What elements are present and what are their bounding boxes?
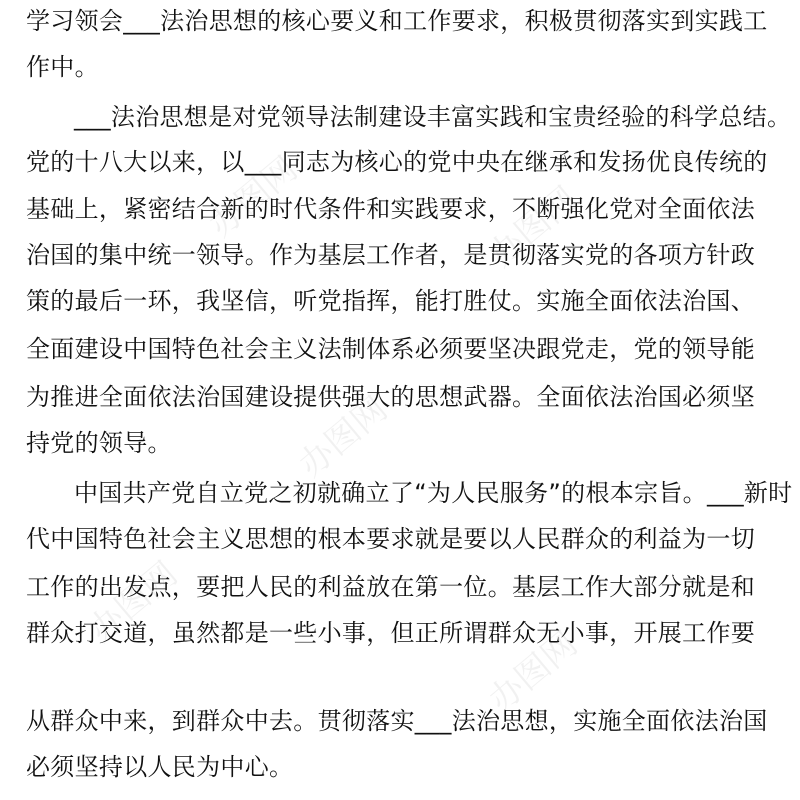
watermark: 办图网 — [81, 554, 186, 651]
text-line: 策的最后一环，我坚信，听党指挥，能打胜仗。实施全面依法治国、 — [26, 287, 755, 315]
paragraph-start-line: ___法治思想是对党领导法制建设丰富实践和宝贵经验的科学总结。 — [74, 103, 792, 131]
text-line: 治国的集中统一领导。作为基层工作者，是贯彻落实党的各项方针政 — [26, 241, 755, 269]
text-line: 从群众中来，到群众中去。贯彻落实___法治思想，实施全面依法治国 — [26, 707, 768, 735]
paragraph-start-line: 中国共产党自立党之初就确立了“为人民服务”的根本宗旨。___新时 — [74, 479, 793, 507]
text-line: 代中国特色社会主义思想的根本要求就是要以人民群众的利益为一切 — [26, 525, 755, 553]
text-line: 工作的出发点，要把人民的利益放在第一位。基层工作大部分就是和 — [26, 573, 755, 601]
watermark: 办图网 — [291, 389, 396, 486]
text-line: 学习领会___法治思想的核心要义和工作要求，积极贯彻落实到实践工 — [26, 7, 768, 35]
text-line: 作中。 — [26, 53, 99, 81]
text-line: 为推进全面依法治国建设提供强大的思想武器。全面依法治国必须坚 — [26, 383, 755, 411]
watermark: 办图网 — [481, 624, 586, 721]
watermark: 办图网 — [481, 179, 586, 276]
text-line: 全面建设中国特色社会主义法制体系必须要坚决跟党走，党的领导能 — [26, 335, 755, 363]
text-line: 群众打交道，虽然都是一些小事，但正所谓群众无小事，开展工作要 — [26, 619, 755, 647]
text-line: 持党的领导。 — [26, 429, 172, 457]
text-line: 党的十八大以来，以___同志为核心的党中央在继承和发扬优良传统的 — [26, 148, 768, 176]
text-line: 基础上，紧密结合新的时代条件和实践要求，不断强化党对全面依法 — [26, 195, 755, 223]
watermark: 办图网 — [201, 149, 306, 246]
text-line: 必须坚持以人民为中心。 — [26, 753, 294, 781]
